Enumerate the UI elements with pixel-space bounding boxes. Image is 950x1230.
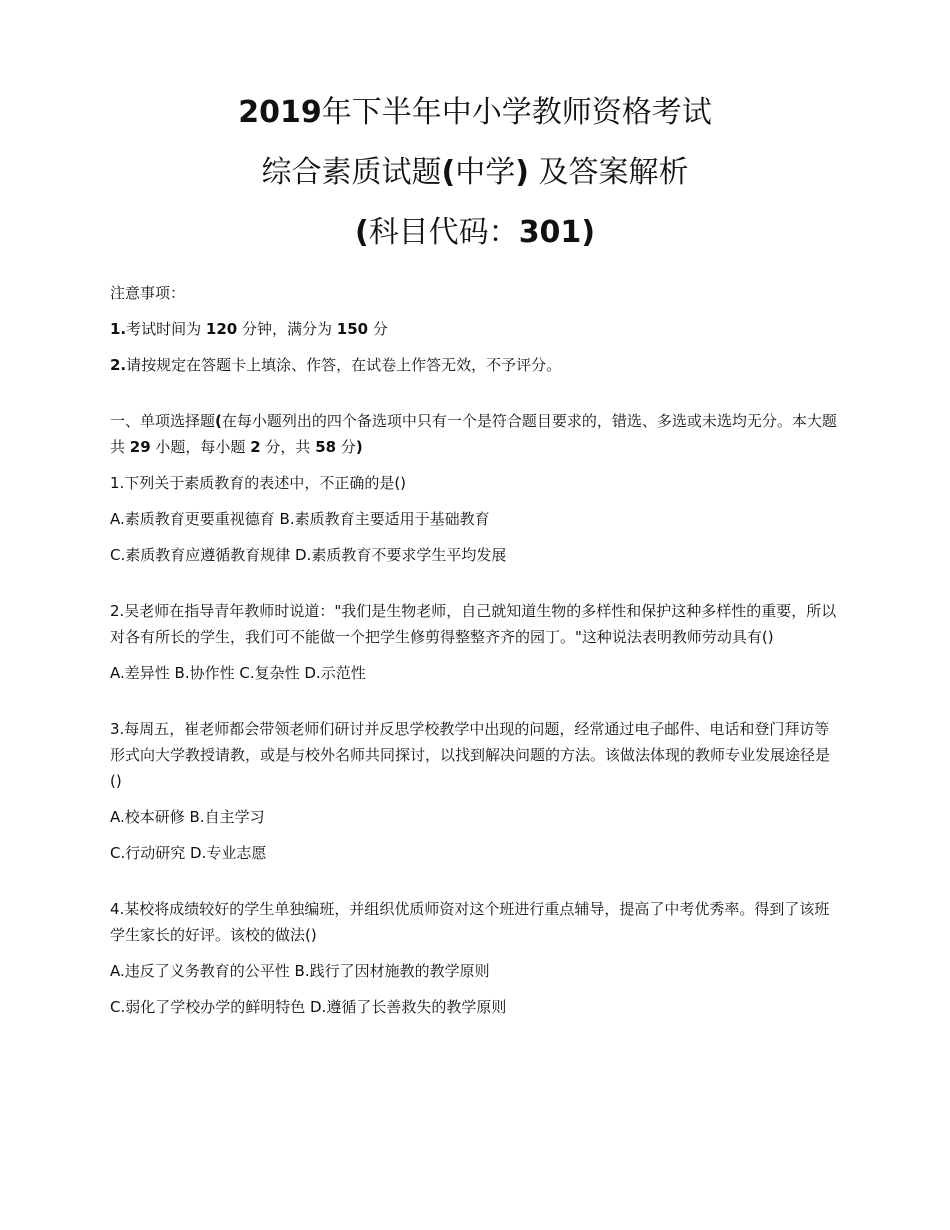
notes-item-1-c: 分钟，满分为 bbox=[237, 320, 337, 338]
section-heading-paren-open: ( bbox=[215, 412, 222, 430]
title-year: 2019 bbox=[238, 95, 322, 130]
section-points-each: 2 bbox=[250, 438, 261, 456]
section-heading-a: 一、单项选择题 bbox=[110, 412, 216, 430]
title-line-3 bbox=[110, 215, 840, 250]
section-heading-c: 在每小题列出的四个备选项中只有一个是符合题目要求的，错选、多选或未选均无分。本大题共 bbox=[110, 412, 837, 456]
title-line-2 bbox=[110, 155, 840, 190]
title-line-3-paren-close: ) bbox=[581, 215, 596, 250]
title-line-2-c: 中学 bbox=[455, 155, 516, 190]
section-heading bbox=[110, 408, 840, 460]
question-3-options-row-2: C.行动研究 D.专业志愿 bbox=[110, 844, 267, 862]
notes-item-1-score: 150 bbox=[336, 320, 369, 338]
title-line-2-paren-open: ( bbox=[441, 155, 456, 190]
notes-item-2-text: 请按规定在答题卡上填涂、作答，在试卷上作答无效，不予评分。 bbox=[126, 356, 562, 374]
question-2-options-row-1: A.差异性 B.协作性 C.复杂性 D.示范性 bbox=[110, 664, 366, 682]
section-heading-g: 分，共 bbox=[260, 438, 316, 456]
notes-section bbox=[110, 280, 840, 378]
notes-heading: 注意事项： bbox=[110, 284, 186, 302]
section-points-total: 58 bbox=[315, 438, 337, 456]
title-line-2-a: 综合素质试题 bbox=[261, 155, 442, 190]
section-questions bbox=[110, 408, 840, 1020]
title-line-3-paren-open: ( bbox=[354, 215, 369, 250]
title-line-3-text: 科目代码： bbox=[368, 215, 519, 250]
notes-item-2 bbox=[110, 352, 840, 378]
title-line-1 bbox=[110, 95, 840, 130]
question-3-stem: 3.每周五，崔老师都会带领老师们研讨并反思学校教学中出现的问题，经常通过电子邮件、电话和登门拜访等形式向大学教授请教，或是与校外名师共同探讨，以找到解决问题的方法。该做法体现的教师专业发展途径是() bbox=[110, 720, 831, 790]
question-1-options-row-1: A.素质教育更要重视德育 B.素质教育主要适用于基础教育 bbox=[110, 510, 490, 528]
title-block bbox=[110, 0, 840, 248]
title-line-1-text: 年下半年中小学教师资格考试 bbox=[321, 95, 712, 130]
notes-item-1-a: 考试时间为 bbox=[126, 320, 206, 338]
subject-code: 301 bbox=[518, 215, 582, 250]
question-1-stem: 1.下列关于素质教育的表述中，不正确的是() bbox=[110, 474, 407, 492]
section-heading-paren-close: ) bbox=[355, 438, 363, 456]
notes-item-1-num: 1. bbox=[110, 320, 127, 338]
notes-item-1-e: 分 bbox=[368, 320, 388, 338]
section-question-count: 29 bbox=[129, 438, 151, 456]
section-heading-e: 小题，每小题 bbox=[150, 438, 251, 456]
section-heading-i: 分 bbox=[336, 438, 356, 456]
notes-item-1-minutes: 120 bbox=[205, 320, 238, 338]
question-4-options-row-2: C.弱化了学校办学的鲜明特色 D.遵循了长善救失的教学原则 bbox=[110, 998, 507, 1016]
question-4-options-row-1: A.违反了义务教育的公平性 B.践行了因材施教的教学原则 bbox=[110, 962, 490, 980]
notes-item-2-num: 2. bbox=[110, 356, 127, 374]
question-1-options-row-2: C.素质教育应遵循教育规律 D.素质教育不要求学生平均发展 bbox=[110, 546, 507, 564]
title-line-2-paren-close: ) bbox=[515, 155, 529, 190]
question-3-options-row-1: A.校本研修 B.自主学习 bbox=[110, 808, 265, 826]
question-4-stem: 4.某校将成绩较好的学生单独编班，并组织优质师资对这个班进行重点辅导，提高了中考优秀率。得到了该班学生家长的好评。该校的做法() bbox=[110, 900, 830, 944]
title-line-2-e: 及答案解析 bbox=[528, 155, 689, 190]
question-2-stem: 2.吴老师在指导青年教师时说道："我们是生物老师，自己就知道生物的多样性和保护这种多样性的重要，所以对各有所长的学生，我们可不能做一个把学生修剪得整整齐齐的园丁。"这种说法表明教师劳动具有() bbox=[110, 602, 837, 646]
notes-item-1 bbox=[110, 316, 840, 342]
